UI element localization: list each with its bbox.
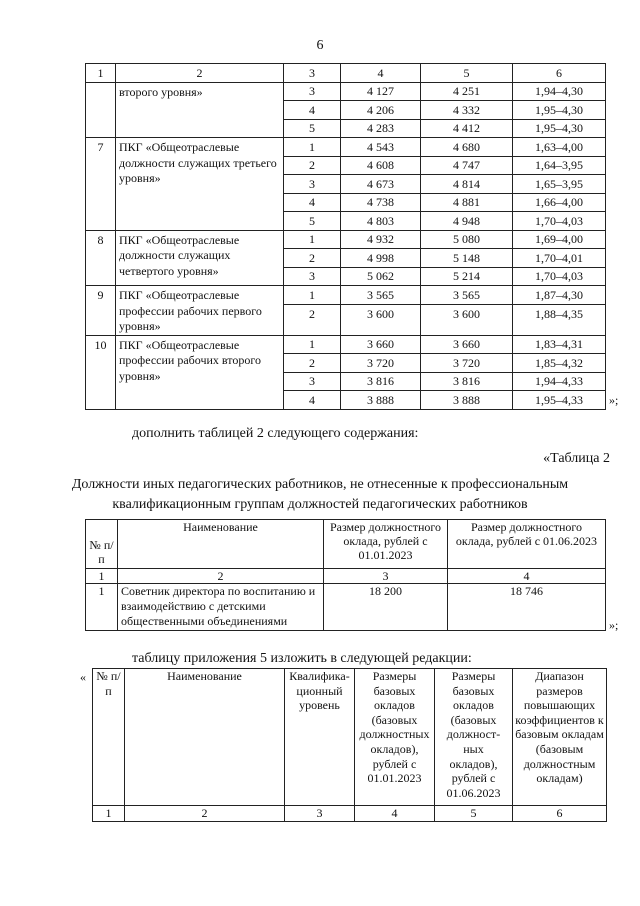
paragraph-add-table: дополнить таблицей 2 следующего содержания: bbox=[132, 426, 419, 441]
coef-range: 1,85–4,32 bbox=[513, 354, 606, 373]
base-salary-jun: 3 565 bbox=[421, 286, 513, 305]
row-number: 1 bbox=[86, 584, 118, 631]
header-base-salary-jan: Размеры базовых окладов (базовых должностных окладов), рублей с 01.01.2023 bbox=[355, 669, 435, 806]
column-number: 1 bbox=[86, 64, 116, 83]
base-salary-jun: 4 251 bbox=[421, 82, 513, 101]
table-row bbox=[86, 335, 606, 354]
column-number: 6 bbox=[513, 806, 607, 822]
level: 2 bbox=[284, 249, 341, 268]
base-salary-jun: 4 881 bbox=[421, 193, 513, 212]
pedagogical-positions-table bbox=[85, 519, 606, 631]
coef-range: 1,64–3,95 bbox=[513, 156, 606, 175]
level: 3 bbox=[284, 175, 341, 194]
base-salary-jan: 4 206 bbox=[341, 101, 421, 120]
row-number: 7 bbox=[86, 138, 116, 231]
base-salary-jun: 4 332 bbox=[421, 101, 513, 120]
table-row bbox=[86, 138, 606, 157]
base-salary-jun: 3 660 bbox=[421, 335, 513, 354]
level: 4 bbox=[284, 391, 341, 410]
level: 5 bbox=[284, 212, 341, 231]
salary-jun: 18 746 bbox=[448, 584, 606, 631]
group-name: второго уровня» bbox=[116, 82, 284, 138]
position-name: Советник директора по воспитанию и взаимодействию с детскими общественными объединениями bbox=[118, 584, 324, 631]
row-number: 8 bbox=[86, 230, 116, 286]
base-salary-jan: 3 600 bbox=[341, 305, 421, 335]
header-name: Наименование bbox=[125, 669, 285, 806]
level: 5 bbox=[284, 119, 341, 138]
appendix5-table bbox=[92, 668, 607, 822]
level: 2 bbox=[284, 156, 341, 175]
coef-range: 1,70–4,03 bbox=[513, 212, 606, 231]
coef-range: 1,63–4,00 bbox=[513, 138, 606, 157]
level: 3 bbox=[284, 82, 341, 101]
coef-range: 1,94–4,30 bbox=[513, 82, 606, 101]
base-salary-jan: 4 673 bbox=[341, 175, 421, 194]
coef-range: 1,95–4,30 bbox=[513, 119, 606, 138]
header-salary-jun: Размер должностного оклада, рублей с 01.06.2023 bbox=[448, 520, 606, 569]
column-number: 4 bbox=[355, 806, 435, 822]
group-name: ПКГ «Общеотраслевые профессии рабочих второго уровня» bbox=[116, 335, 284, 409]
table-header bbox=[86, 520, 606, 569]
coef-range: 1,65–3,95 bbox=[513, 175, 606, 194]
coef-range: 1,70–4,01 bbox=[513, 249, 606, 268]
header-coef-range: Диапазон размеров повышающих коэффициентов к базовым окладам (базовым должностным окладам) bbox=[513, 669, 607, 806]
level: 3 bbox=[284, 267, 341, 286]
level: 2 bbox=[284, 305, 341, 335]
column-number: 4 bbox=[448, 569, 606, 584]
column-number: 2 bbox=[118, 569, 324, 584]
base-salary-jun: 4 412 bbox=[421, 119, 513, 138]
level: 1 bbox=[284, 286, 341, 305]
base-salary-jun: 3 720 bbox=[421, 354, 513, 373]
base-salary-jan: 4 803 bbox=[341, 212, 421, 231]
base-salary-jun: 5 080 bbox=[421, 230, 513, 249]
column-number: 1 bbox=[86, 569, 118, 584]
column-number: 1 bbox=[93, 806, 125, 822]
page-number: 6 bbox=[316, 38, 324, 53]
base-salary-jun: 3 888 bbox=[421, 391, 513, 410]
table-row bbox=[86, 584, 606, 631]
header-name: Наименование bbox=[118, 520, 324, 569]
table1-closing-quote: »; bbox=[609, 393, 619, 407]
header-salary-jan: Размер должностного оклада, рублей с 01.01.2023 bbox=[324, 520, 448, 569]
table-row bbox=[86, 286, 606, 305]
base-salary-jan: 5 062 bbox=[341, 267, 421, 286]
salary-table-continued bbox=[85, 63, 606, 410]
column-number: 2 bbox=[125, 806, 285, 822]
group-name: ПКГ «Общеотраслевые должности служащих третьего уровня» bbox=[116, 138, 284, 231]
base-salary-jan: 3 565 bbox=[341, 286, 421, 305]
coef-range: 1,87–4,30 bbox=[513, 286, 606, 305]
group-name: ПКГ «Общеотраслевые должности служащих четвертого уровня» bbox=[116, 230, 284, 286]
base-salary-jun: 5 148 bbox=[421, 249, 513, 268]
base-salary-jan: 4 608 bbox=[341, 156, 421, 175]
coef-range: 1,88–4,35 bbox=[513, 305, 606, 335]
coef-range: 1,83–4,31 bbox=[513, 335, 606, 354]
table-row bbox=[86, 82, 606, 101]
level: 1 bbox=[284, 335, 341, 354]
column-number: 6 bbox=[513, 64, 606, 83]
table2-closing-quote: »; bbox=[609, 618, 619, 632]
column-number: 4 bbox=[341, 64, 421, 83]
base-salary-jan: 4 127 bbox=[341, 82, 421, 101]
column-number: 3 bbox=[284, 64, 341, 83]
base-salary-jan: 3 888 bbox=[341, 391, 421, 410]
level: 1 bbox=[284, 230, 341, 249]
table2-label: «Таблица 2 bbox=[543, 451, 610, 466]
column-number: 3 bbox=[285, 806, 355, 822]
table-header bbox=[93, 669, 607, 806]
column-number: 2 bbox=[116, 64, 284, 83]
paragraph-appendix5: таблицу приложения 5 изложить в следующей редакции: bbox=[132, 651, 472, 666]
table2-title-line1: Должности иных педагогических работников, не отнесенные к профессиональным bbox=[71, 477, 569, 492]
level: 4 bbox=[284, 101, 341, 120]
column-number: 5 bbox=[435, 806, 513, 822]
coef-range: 1,95–4,33 bbox=[513, 391, 606, 410]
table-row bbox=[86, 230, 606, 249]
base-salary-jan: 3 816 bbox=[341, 372, 421, 391]
salary-jan: 18 200 bbox=[324, 584, 448, 631]
header-base-salary-jun: Размеры базовых окладов (базовых должност-ных окладов), рублей с 01.06.2023 bbox=[435, 669, 513, 806]
header-level: Квалифика-ционный уровень bbox=[285, 669, 355, 806]
table2-title-line2: квалификационным группам должностей педагогических работников bbox=[112, 497, 528, 512]
group-name: ПКГ «Общеотраслевые профессии рабочих первого уровня» bbox=[116, 286, 284, 336]
base-salary-jun: 3 600 bbox=[421, 305, 513, 335]
base-salary-jan: 3 720 bbox=[341, 354, 421, 373]
table-header-numbers bbox=[86, 569, 606, 584]
header-no: № п/п bbox=[86, 520, 118, 569]
base-salary-jun: 4 948 bbox=[421, 212, 513, 231]
table-header-numbers bbox=[93, 806, 607, 822]
coef-range: 1,69–4,00 bbox=[513, 230, 606, 249]
base-salary-jan: 4 738 bbox=[341, 193, 421, 212]
level: 3 bbox=[284, 372, 341, 391]
level: 2 bbox=[284, 354, 341, 373]
coef-range: 1,70–4,03 bbox=[513, 267, 606, 286]
base-salary-jun: 3 816 bbox=[421, 372, 513, 391]
row-number bbox=[86, 82, 116, 138]
level: 1 bbox=[284, 138, 341, 157]
table-header-numbers bbox=[86, 64, 606, 83]
base-salary-jun: 4 814 bbox=[421, 175, 513, 194]
base-salary-jun: 4 680 bbox=[421, 138, 513, 157]
row-number: 10 bbox=[86, 335, 116, 409]
column-number: 3 bbox=[324, 569, 448, 584]
base-salary-jan: 4 283 bbox=[341, 119, 421, 138]
coef-range: 1,66–4,00 bbox=[513, 193, 606, 212]
base-salary-jan: 4 543 bbox=[341, 138, 421, 157]
row-number: 9 bbox=[86, 286, 116, 336]
base-salary-jun: 5 214 bbox=[421, 267, 513, 286]
coef-range: 1,95–4,30 bbox=[513, 101, 606, 120]
table3-opening-quote: « bbox=[80, 670, 86, 684]
column-number: 5 bbox=[421, 64, 513, 83]
header-no: № п/п bbox=[93, 669, 125, 806]
level: 4 bbox=[284, 193, 341, 212]
base-salary-jan: 4 932 bbox=[341, 230, 421, 249]
coef-range: 1,94–4,33 bbox=[513, 372, 606, 391]
base-salary-jun: 4 747 bbox=[421, 156, 513, 175]
base-salary-jan: 3 660 bbox=[341, 335, 421, 354]
base-salary-jan: 4 998 bbox=[341, 249, 421, 268]
